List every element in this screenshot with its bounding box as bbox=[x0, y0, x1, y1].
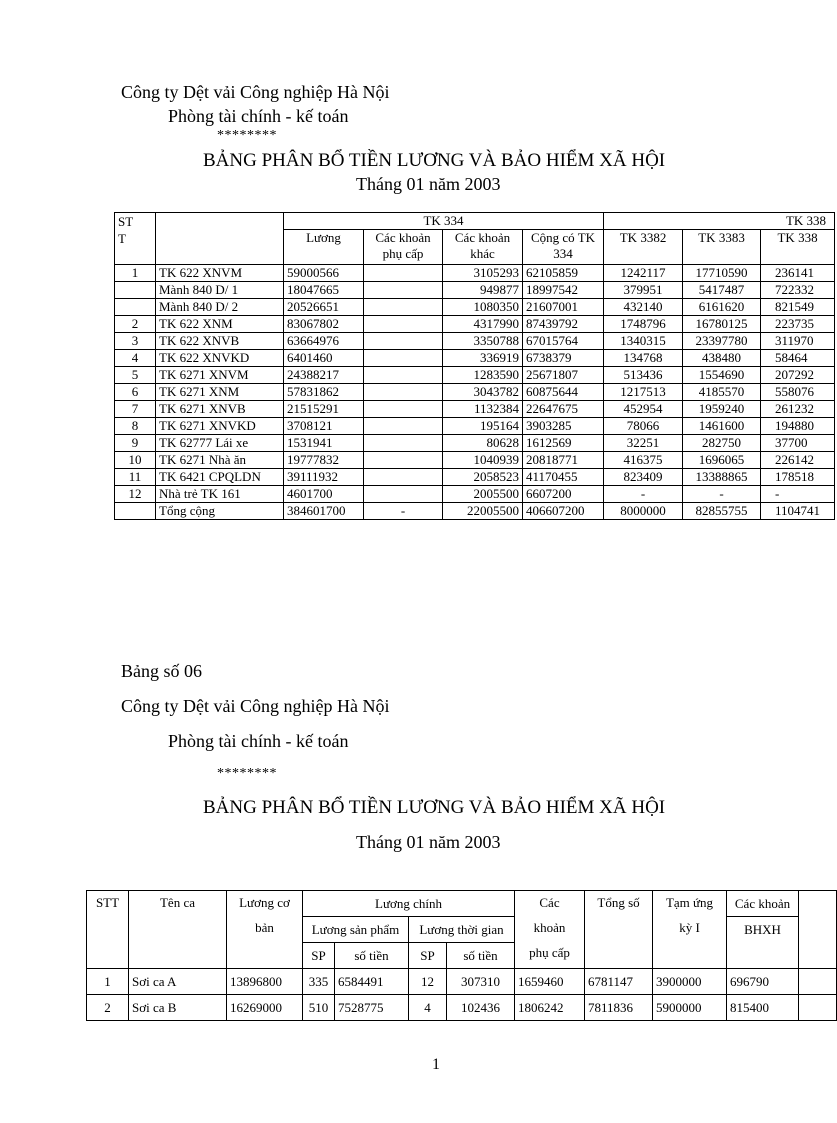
cell-luong: 59000566 bbox=[284, 265, 364, 282]
header-tk334: TK 334 bbox=[284, 213, 604, 230]
cell-stt: 12 bbox=[115, 486, 156, 503]
cell-a: 134768 bbox=[604, 350, 683, 367]
table-row bbox=[115, 350, 835, 367]
cell-stt bbox=[115, 299, 156, 316]
cell-b: 438480 bbox=[683, 350, 761, 367]
company-name-2: Công ty Dệt vải Công nghiệp Hà Nội bbox=[121, 696, 390, 716]
table-row bbox=[115, 418, 835, 435]
cell-stt: 10 bbox=[115, 452, 156, 469]
table-row bbox=[115, 469, 835, 486]
cell-phucap bbox=[364, 350, 443, 367]
cell-cong: 6738379 bbox=[523, 350, 604, 367]
cell-name: TK 6271 XNVM bbox=[156, 367, 284, 384]
cell-a: 823409 bbox=[604, 469, 683, 486]
cell-name: Nhà trẻ TK 161 bbox=[156, 486, 284, 503]
cell-phucap bbox=[364, 316, 443, 333]
cell-khac: 1132384 bbox=[443, 401, 523, 418]
table-row bbox=[115, 384, 835, 401]
cell-b: 1461600 bbox=[683, 418, 761, 435]
cell-phucap bbox=[364, 265, 443, 282]
h2-luongcb: Lương cơ bản bbox=[227, 891, 303, 969]
header-tk338: TK 338 bbox=[604, 213, 835, 230]
cell-b: 16780125 bbox=[683, 316, 761, 333]
report-title-2: BẢNG PHÂN BỔ TIỀN LƯƠNG VÀ BẢO HIỂM XÃ HỘI bbox=[203, 797, 666, 818]
cell-khac: 195164 bbox=[443, 418, 523, 435]
cell-a: 513436 bbox=[604, 367, 683, 384]
salary-allocation-table bbox=[114, 212, 835, 520]
cell-tenca: Sơi ca A bbox=[129, 969, 227, 995]
header-stt: ST T bbox=[115, 213, 156, 265]
cell-stt: 6 bbox=[115, 384, 156, 401]
cell-cong: 6607200 bbox=[523, 486, 604, 503]
table-row bbox=[115, 282, 835, 299]
cell-luong: 18047665 bbox=[284, 282, 364, 299]
cell-phucap bbox=[364, 452, 443, 469]
cell-a: 32251 bbox=[604, 435, 683, 452]
h2-lsp: Lương sản phẩm bbox=[303, 917, 409, 943]
company-name: Công ty Dệt vải Công nghiệp Hà Nội bbox=[121, 82, 390, 102]
cell-blank bbox=[799, 995, 837, 1021]
h2-sotien2: số tiền bbox=[447, 943, 515, 969]
cell-stt: 5 bbox=[115, 367, 156, 384]
cell-khac: 2005500 bbox=[443, 486, 523, 503]
cell-blank bbox=[799, 969, 837, 995]
cell-khac: 22005500 bbox=[443, 503, 523, 520]
cell-cong: 62105859 bbox=[523, 265, 604, 282]
cell-luong: 21515291 bbox=[284, 401, 364, 418]
cell-tong: 6781147 bbox=[585, 969, 653, 995]
table-row bbox=[87, 995, 837, 1021]
cell-name: Tổng cộng bbox=[156, 503, 284, 520]
cell-b: 1959240 bbox=[683, 401, 761, 418]
cell-khac: 1283590 bbox=[443, 367, 523, 384]
header-khac: Các khoản khác bbox=[443, 230, 523, 265]
table-row bbox=[115, 265, 835, 282]
cell-phucap bbox=[364, 469, 443, 486]
cell-c: 178518 bbox=[761, 469, 835, 486]
report-title: BẢNG PHÂN BỔ TIỀN LƯƠNG VÀ BẢO HIỂM XÃ HỘI bbox=[203, 150, 666, 171]
cell-sp2: 4 bbox=[409, 995, 447, 1021]
cell-cong: 60875644 bbox=[523, 384, 604, 401]
cell-luong: 63664976 bbox=[284, 333, 364, 350]
h2-sp1: SP bbox=[303, 943, 335, 969]
shift-salary-table bbox=[86, 890, 837, 1021]
cell-stt bbox=[115, 282, 156, 299]
cell-luong: 20526651 bbox=[284, 299, 364, 316]
header-tk3382: TK 3382 bbox=[604, 230, 683, 265]
cell-bhxh: 815400 bbox=[727, 995, 799, 1021]
cell-c: 261232 bbox=[761, 401, 835, 418]
cell-name: Mành 840 D/ 1 bbox=[156, 282, 284, 299]
cell-cong: 21607001 bbox=[523, 299, 604, 316]
cell-luong: 39111932 bbox=[284, 469, 364, 486]
cell-a: 78066 bbox=[604, 418, 683, 435]
cell-b: 82855755 bbox=[683, 503, 761, 520]
cell-stt: 11 bbox=[115, 469, 156, 486]
cell-bhxh: 696790 bbox=[727, 969, 799, 995]
report-month: Tháng 01 năm 2003 bbox=[356, 174, 501, 194]
cell-khac: 80628 bbox=[443, 435, 523, 452]
table-row bbox=[115, 367, 835, 384]
cell-c: 37700 bbox=[761, 435, 835, 452]
cell-stt: 2 bbox=[115, 316, 156, 333]
cell-a: 1340315 bbox=[604, 333, 683, 350]
stars-divider-2: ******** bbox=[217, 766, 277, 781]
table-row bbox=[115, 503, 835, 520]
table-row bbox=[115, 333, 835, 350]
cell-phucap bbox=[364, 282, 443, 299]
cell-c: 58464 bbox=[761, 350, 835, 367]
cell-b: 23397780 bbox=[683, 333, 761, 350]
cell-b: - bbox=[683, 486, 761, 503]
cell-luong: 83067802 bbox=[284, 316, 364, 333]
cell-c: 821549 bbox=[761, 299, 835, 316]
cell-khac: 2058523 bbox=[443, 469, 523, 486]
header-luong: Lương bbox=[284, 230, 364, 265]
cell-phucap bbox=[364, 486, 443, 503]
cell-khac: 3350788 bbox=[443, 333, 523, 350]
cell-b: 17710590 bbox=[683, 265, 761, 282]
cell-c: 1104741 bbox=[761, 503, 835, 520]
department-name: Phòng tài chính - kế toán bbox=[168, 106, 349, 126]
cell-b: 1554690 bbox=[683, 367, 761, 384]
cell-tien2: 102436 bbox=[447, 995, 515, 1021]
cell-name: TK 6421 CPQLDN bbox=[156, 469, 284, 486]
cell-a: - bbox=[604, 486, 683, 503]
cell-name: TK 62777 Lái xe bbox=[156, 435, 284, 452]
cell-phucap: 1806242 bbox=[515, 995, 585, 1021]
header-cong: Cộng có TK 334 bbox=[523, 230, 604, 265]
cell-tien1: 6584491 bbox=[335, 969, 409, 995]
cell-luong: 24388217 bbox=[284, 367, 364, 384]
cell-luong: 6401460 bbox=[284, 350, 364, 367]
table-row bbox=[115, 299, 835, 316]
cell-c: 558076 bbox=[761, 384, 835, 401]
stars-divider: ******** bbox=[217, 128, 277, 143]
cell-cong: 22647675 bbox=[523, 401, 604, 418]
department-name-2: Phòng tài chính - kế toán bbox=[168, 731, 349, 751]
cell-stt: 9 bbox=[115, 435, 156, 452]
cell-luong: 57831862 bbox=[284, 384, 364, 401]
cell-a: 432140 bbox=[604, 299, 683, 316]
page-number: 1 bbox=[432, 1056, 440, 1073]
cell-luong: 19777832 bbox=[284, 452, 364, 469]
cell-name: TK 622 XNVM bbox=[156, 265, 284, 282]
cell-a: 379951 bbox=[604, 282, 683, 299]
cell-luongcb: 13896800 bbox=[227, 969, 303, 995]
cell-phucap: 1659460 bbox=[515, 969, 585, 995]
h2-phucap: Các khoản phụ cấp bbox=[515, 891, 585, 969]
cell-sp2: 12 bbox=[409, 969, 447, 995]
cell-khac: 4317990 bbox=[443, 316, 523, 333]
cell-a: 1748796 bbox=[604, 316, 683, 333]
cell-phucap bbox=[364, 367, 443, 384]
cell-stt: 3 bbox=[115, 333, 156, 350]
cell-cong: 1612569 bbox=[523, 435, 604, 452]
cell-name: TK 622 XNVKD bbox=[156, 350, 284, 367]
cell-name: TK 6271 XNVB bbox=[156, 401, 284, 418]
cell-stt bbox=[115, 503, 156, 520]
h2-blank bbox=[799, 891, 837, 969]
h2-tenca: Tên ca bbox=[129, 891, 227, 969]
report-month-2: Tháng 01 năm 2003 bbox=[356, 832, 501, 852]
h2-bhxh: BHXH bbox=[727, 917, 799, 969]
cell-luong: 1531941 bbox=[284, 435, 364, 452]
cell-b: 4185570 bbox=[683, 384, 761, 401]
table-row bbox=[115, 486, 835, 503]
cell-a: 1242117 bbox=[604, 265, 683, 282]
cell-tong: 7811836 bbox=[585, 995, 653, 1021]
table-row bbox=[87, 969, 837, 995]
cell-cong: 20818771 bbox=[523, 452, 604, 469]
cell-name: TK 622 XNVB bbox=[156, 333, 284, 350]
header-phucap: Các khoản phụ cấp bbox=[364, 230, 443, 265]
cell-luong: 3708121 bbox=[284, 418, 364, 435]
cell-khac: 1080350 bbox=[443, 299, 523, 316]
cell-tenca: Sơi ca B bbox=[129, 995, 227, 1021]
cell-tien2: 307310 bbox=[447, 969, 515, 995]
cell-sp1: 510 bbox=[303, 995, 335, 1021]
cell-name: Mành 840 D/ 2 bbox=[156, 299, 284, 316]
cell-c: 311970 bbox=[761, 333, 835, 350]
h2-tongso: Tổng số bbox=[585, 891, 653, 969]
cell-cong: 87439792 bbox=[523, 316, 604, 333]
cell-stt: 7 bbox=[115, 401, 156, 418]
cell-khac: 949877 bbox=[443, 282, 523, 299]
cell-khac: 336919 bbox=[443, 350, 523, 367]
cell-name: TK 6271 Nhà ăn bbox=[156, 452, 284, 469]
cell-phucap: - bbox=[364, 503, 443, 520]
cell-luong: 4601700 bbox=[284, 486, 364, 503]
cell-phucap bbox=[364, 418, 443, 435]
cell-name: TK 6271 XNM bbox=[156, 384, 284, 401]
cell-c: 226142 bbox=[761, 452, 835, 469]
cell-name: TK 6271 XNVKD bbox=[156, 418, 284, 435]
cell-a: 416375 bbox=[604, 452, 683, 469]
cell-c: 236141 bbox=[761, 265, 835, 282]
cell-luongcb: 16269000 bbox=[227, 995, 303, 1021]
cell-khac: 1040939 bbox=[443, 452, 523, 469]
cell-cong: 67015764 bbox=[523, 333, 604, 350]
cell-phucap bbox=[364, 401, 443, 418]
cell-khac: 3043782 bbox=[443, 384, 523, 401]
header-blank bbox=[156, 213, 284, 265]
cell-b: 282750 bbox=[683, 435, 761, 452]
cell-b: 13388865 bbox=[683, 469, 761, 486]
table-row bbox=[115, 401, 835, 418]
cell-c: 207292 bbox=[761, 367, 835, 384]
h2-sp2: SP bbox=[409, 943, 447, 969]
cell-a: 452954 bbox=[604, 401, 683, 418]
cell-tamung: 5900000 bbox=[653, 995, 727, 1021]
cell-phucap bbox=[364, 299, 443, 316]
header-tk3384: TK 338 bbox=[761, 230, 835, 265]
cell-cong: 18997542 bbox=[523, 282, 604, 299]
cell-b: 5417487 bbox=[683, 282, 761, 299]
cell-stt: 8 bbox=[115, 418, 156, 435]
cell-khac: 3105293 bbox=[443, 265, 523, 282]
cell-luong: 384601700 bbox=[284, 503, 364, 520]
cell-stt: 4 bbox=[115, 350, 156, 367]
cell-c: 223735 bbox=[761, 316, 835, 333]
cell-stt: 2 bbox=[87, 995, 129, 1021]
cell-c: 194880 bbox=[761, 418, 835, 435]
cell-tien1: 7528775 bbox=[335, 995, 409, 1021]
cell-phucap bbox=[364, 333, 443, 350]
cell-stt: 1 bbox=[115, 265, 156, 282]
h2-ltg: Lương thời gian bbox=[409, 917, 515, 943]
cell-a: 8000000 bbox=[604, 503, 683, 520]
cell-c: - bbox=[761, 486, 835, 503]
cell-sp1: 335 bbox=[303, 969, 335, 995]
h2-stt: STT bbox=[87, 891, 129, 969]
cell-stt: 1 bbox=[87, 969, 129, 995]
cell-c: 722332 bbox=[761, 282, 835, 299]
cell-tamung: 3900000 bbox=[653, 969, 727, 995]
cell-cong: 25671807 bbox=[523, 367, 604, 384]
table-row bbox=[115, 452, 835, 469]
table-row bbox=[115, 316, 835, 333]
cell-b: 1696065 bbox=[683, 452, 761, 469]
h2-tamung: Tạm ứng kỳ I bbox=[653, 891, 727, 969]
table-number: Bảng số 06 bbox=[121, 661, 202, 681]
cell-b: 6161620 bbox=[683, 299, 761, 316]
header-tk3383: TK 3383 bbox=[683, 230, 761, 265]
table-row bbox=[115, 435, 835, 452]
cell-a: 1217513 bbox=[604, 384, 683, 401]
cell-cong: 3903285 bbox=[523, 418, 604, 435]
h2-cackhoan: Các khoản bbox=[727, 891, 799, 917]
h2-sotien1: số tiền bbox=[335, 943, 409, 969]
h2-luongchinh: Lương chính bbox=[303, 891, 515, 917]
cell-cong: 406607200 bbox=[523, 503, 604, 520]
cell-phucap bbox=[364, 435, 443, 452]
cell-phucap bbox=[364, 384, 443, 401]
cell-cong: 41170455 bbox=[523, 469, 604, 486]
cell-name: TK 622 XNM bbox=[156, 316, 284, 333]
